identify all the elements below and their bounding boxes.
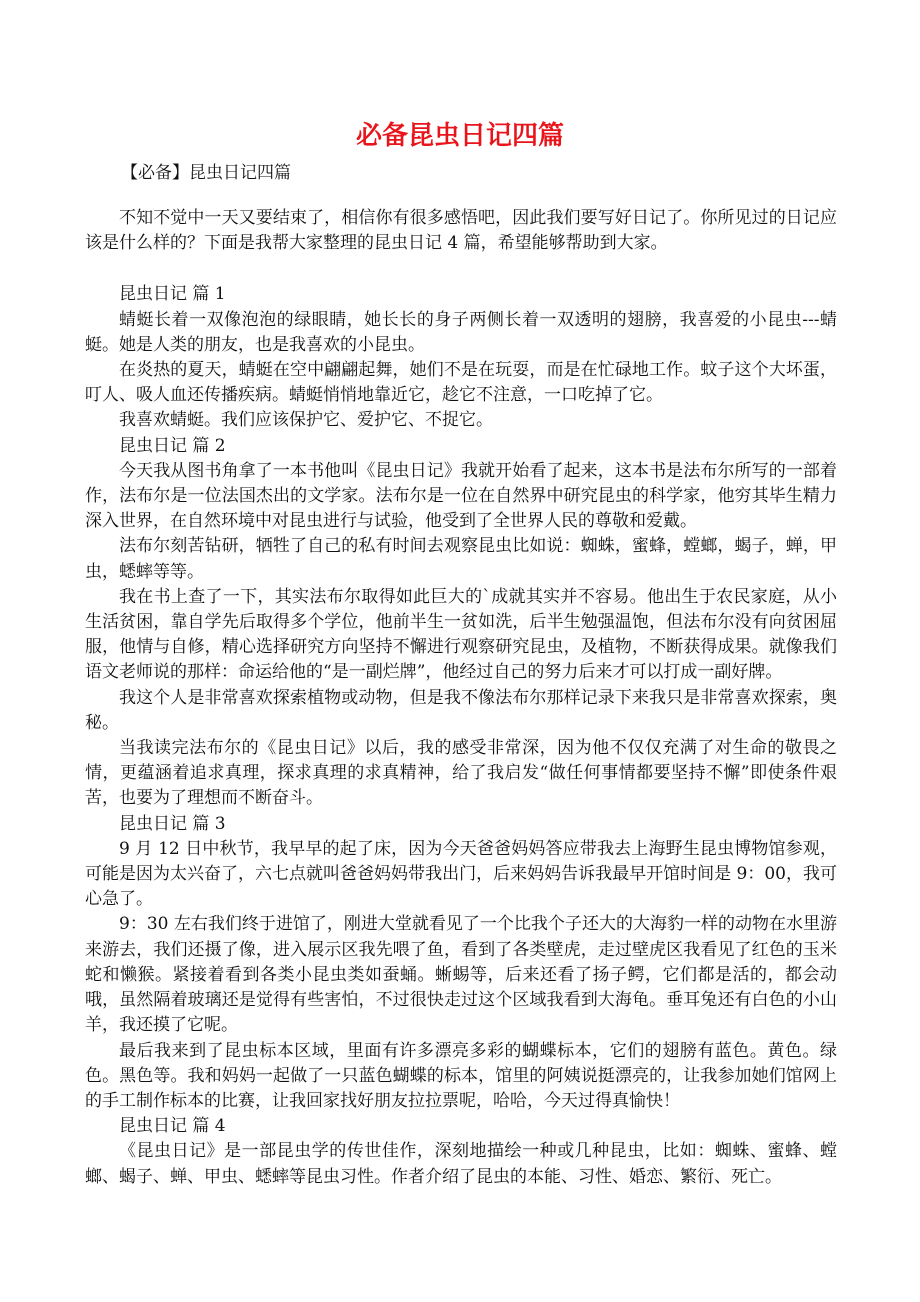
paragraph: 今天我从图书角拿了一本书他叫《昆虫日记》我就开始看了起来，这本书是法布尔所写的一部着作，法布尔是一位法国杰出的文学家。法布尔是一位在自然界中研究昆虫的科学家，他穷其毕生精力深入世界，在自然环境中对昆虫进行与试验，他受到了全世界人民的尊敬和爱戴。 [85,460,837,532]
paragraph: 我在书上查了一下，其实法布尔取得如此巨大的`成就其实并不容易。他出生于农民家庭，从小生活贫困，靠自学先后取得多个学位，他前半生一贫如洗，后半生勉强温饱，但法布尔没有向贫困屈服，他情与自修，精心选择研究方向坚持不懈进行观察研究昆虫，及植物，不断获得成果。就像我们语文老师说的那样：命运给他的“是一副烂牌”，他经过自己的努力后来才可以打成一副好牌。 [85,586,837,683]
paragraph: 9：30 左右我们终于进馆了，刚进大堂就看见了一个比我个子还大的大海豹一样的动物在水里游来游去，我们还摄了像，进入展示区我先喂了鱼，看到了各类壁虎，走过壁虎区我看见了红色的玉米蛇和懒猴。紧接着看到各类小昆虫类如蚕蛹。蜥蜴等，后来还看了扬子鳄，它们都是活的，都会动哦，虽然隔着玻璃还是觉得有些害怕，不过很快走过这个区域我看到大海龟。垂耳兔还有白色的小山羊，我还摸了它呢。 [85,914,837,1036]
paragraph: 在炎热的夏天，蜻蜓在空中翩翩起舞，她们不是在玩耍，而是在忙碌地工作。蚊子这个大坏蛋，叮人、吸人血还传播疾病。蜻蜓悄悄地靠近它，趁它不注意，一口吃掉了它。 [85,360,837,406]
document-body [85,206,837,1190]
paragraph: 最后我来到了昆虫标本区域，里面有许多漂亮多彩的蝴蝶标本，它们的翅膀有蓝色。黄色。绿色。黑色等。我和妈妈一起做了一只蓝色蝴蝶的标本，馆里的阿姨说挺漂亮的，让我参加她们馆网上的手工制作标本的比赛，让我回家找好朋友拉拉票呢，哈哈，今天过得真愉快！ [85,1040,837,1111]
intro-paragraph: 不知不觉中一天又要结束了，相信你有很多感悟吧，因此我们要写好日记了。你所见过的日记应该是什么样的？下面是我帮大家整理的昆虫日记 4 篇，希望能够帮助到大家。 [85,208,837,254]
document-subtitle: 【必备】昆虫日记四篇 [121,163,291,183]
section-heading-4: 昆虫日记 篇 4 [119,1116,226,1137]
paragraph: 我喜欢蜻蜓。我们应该保护它、爱护它、不捉它。 [119,410,493,431]
paragraph: 蜻蜓长着一双像泡泡的绿眼睛，她长长的身子两侧长着一双透明的翅膀，我喜爱的小昆虫---蜻蜓。她是人类的朋友，也是我喜欢的小昆虫。 [85,309,837,355]
paragraph: 我这个人是非常喜欢探索植物或动物，但是我不像法布尔那样记录下来我只是非常喜欢探索，奥秘。 [85,687,837,733]
paragraph: 法布尔刻苦钻研，牺牲了自己的私有时间去观察昆虫比如说：蜘蛛，蜜蜂，螳螂，蝎子，蝉，甲虫，蟋蟀等等。 [85,536,837,582]
paragraph: 当我读完法布尔的《昆虫日记》以后，我的感受非常深，因为他不仅仅充满了对生命的敬畏之情，更蕴涵着追求真理，探求真理的求真精神，给了我启发“做任何事情都要坚持不懈”即使条件艰苦，也要为了理想而不断奋斗。 [85,738,837,809]
section-heading-3: 昆虫日记 篇 3 [119,813,226,834]
section-heading-2: 昆虫日记 篇 2 [119,435,226,456]
paragraph: 《昆虫日记》是一部昆虫学的传世佳作，深刻地描绘一种或几种昆虫，比如：蜘蛛、蜜蜂、螳螂、蝎子、蝉、甲虫、蟋蟀等昆虫习性。作者介绍了昆虫的本能、习性、婚恋、繁衍、死亡。 [85,1141,837,1187]
page-title: 必备昆虫日记四篇 [355,121,564,151]
section-heading-1: 昆虫日记 篇 1 [119,284,226,305]
paragraph: 9 月 12 日中秋节，我早早的起了床，因为今天爸爸妈妈答应带我去上海野生昆虫博物馆参观，可能是因为太兴奋了，六七点就叫爸爸妈妈带我出门，后来妈妈告诉我最早开馆时间是 9：00，我可心急了。 [85,838,837,910]
